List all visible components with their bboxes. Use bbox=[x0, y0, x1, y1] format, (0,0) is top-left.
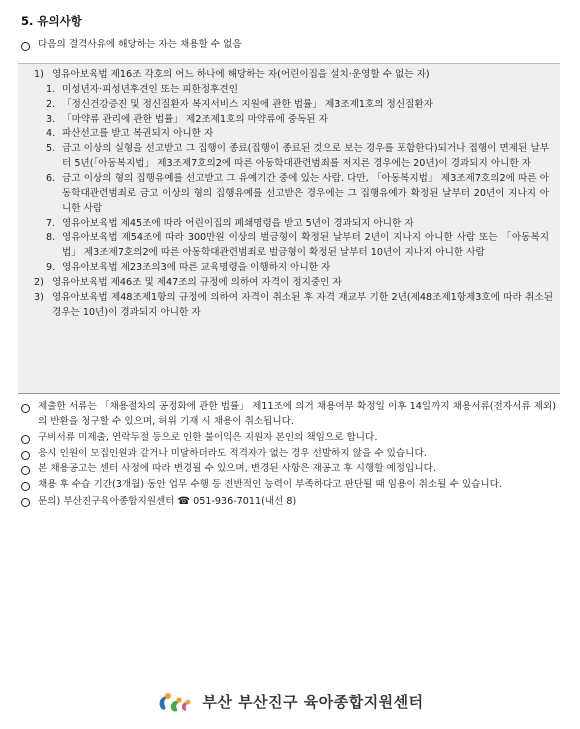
item-number: 1) bbox=[34, 69, 44, 80]
intro-text: 다음의 결격사유에 해당하는 자는 채용할 수 없음 bbox=[38, 39, 242, 50]
item-text: 영유아보육법 제16조 각호의 어느 하나에 해당하는 자(어린이집을 설치·운영할 수 없는 자) bbox=[52, 69, 430, 80]
box-item-3 bbox=[28, 291, 553, 321]
sub-item-number: 5. bbox=[46, 143, 56, 155]
note-item bbox=[21, 431, 556, 446]
note-item bbox=[21, 462, 556, 477]
note-text: 제출한 서류는 「채용절차의 공정화에 관한 법률」 제11조에 의거 채용여부 확정일 이후 14일까지 채용서류(전자서류 제외)의 반환을 청구할 수 있으며, 허위 기재 시 채용이 취소됩니다. bbox=[38, 401, 556, 427]
notes-list bbox=[21, 400, 556, 511]
note-item bbox=[21, 447, 556, 462]
note-text: 응시 인원이 모집인원과 같거나 미달하더라도 적격자가 없는 경우 선발하지 않을 수 있습니다. bbox=[38, 447, 427, 459]
sub-item-number: 6. bbox=[46, 173, 56, 185]
item-text: 영유아보육법 제48조제1항의 규정에 의하여 자격이 취소된 후 자격 재교부 기한 2년(제48조제1항제3호에 따라 취소된 경우는 10년)이 경과되지 아니한 자 bbox=[52, 291, 553, 318]
sub-item-1 bbox=[28, 83, 553, 98]
circle-bullet-icon bbox=[21, 42, 30, 51]
sub-item-9 bbox=[28, 261, 553, 276]
section-title: 5. 유의사항 bbox=[21, 14, 82, 28]
sub-item-2 bbox=[28, 98, 553, 113]
item-number: 2) bbox=[34, 277, 44, 289]
sub-item-number: 2. bbox=[46, 98, 56, 110]
sub-item-text: 파산선고를 받고 복권되지 아니한 자 bbox=[62, 128, 214, 140]
phone-icon: ☎ bbox=[177, 496, 191, 508]
sub-item-text: 미성년자·피성년후견인 또는 피한정후견인 bbox=[62, 83, 238, 95]
contact-text bbox=[38, 494, 556, 510]
sub-item-text: 영유아보육법 제54조에 따라 300만원 이상의 벌금형이 확정된 날부터 2년이 지나지 아니한 사람 또는 「아동복지법」 제3조제7호의2에 따른 아동학대관련범죄로 벌금형이 확정된 날부터 10년이 지나지 아니한 사람 bbox=[62, 232, 549, 259]
disqualification-box bbox=[18, 63, 560, 394]
circle-bullet-icon bbox=[21, 482, 30, 491]
sub-item-text: 「마약류 관리에 관한 법률」 제2조제1호의 마약류에 중독된 자 bbox=[62, 113, 328, 125]
box-item-2 bbox=[28, 276, 553, 291]
note-text: 채용 후 수습 기간(3개월) 동안 업무 수행 등 전반적인 능력이 부족하다고 판단될 때 임용이 취소될 수 있습니다. bbox=[38, 479, 502, 491]
circle-bullet-icon bbox=[21, 404, 30, 413]
sub-item-text: 영유아보육법 제45조에 따라 어린이집의 폐쇄명령을 받고 5년이 경과되지 아니한 자 bbox=[62, 217, 414, 229]
sub-item-8 bbox=[28, 231, 553, 261]
sub-item-number: 9. bbox=[46, 262, 56, 274]
sub-item-number: 8. bbox=[46, 232, 56, 244]
circle-bullet-icon bbox=[21, 451, 30, 460]
sub-item-number: 4. bbox=[46, 128, 56, 140]
sub-item-number: 7. bbox=[46, 217, 56, 229]
note-text: 본 채용공고는 센터 사정에 따라 변경될 수 있으며, 변경된 사항은 재공고 후 시행할 예정입니다. bbox=[38, 463, 436, 475]
sub-item-number: 3. bbox=[46, 113, 56, 125]
intro-line bbox=[21, 38, 566, 53]
sub-item-text: 「정신건강증진 및 정신질환자 복지서비스 지원에 관한 법률」 제3조제1호의 정신질환자 bbox=[62, 98, 433, 110]
circle-bullet-icon bbox=[21, 498, 30, 507]
sub-item-text: 금고 이상의 형의 집행유예를 선고받고 그 유예기간 중에 있는 사람. 다만, 「아동복지법」 제3조제7호의2에 따른 아동학대관련범죄로 금고 이상의 형의 집행유예를 선고받은 경우에는 그 집행유예가 확정된 날부터 20년이 지나지 아니한 사람 bbox=[62, 173, 549, 214]
sub-item-text: 금고 이상의 실형을 선고받고 그 집행이 종료(집행이 종료된 것으로 보는 경우를 포함한다)되거나 집행이 면제된 날부터 5년(「아동복지법」 제3조제7호의2에 따른 아동학대관련범죄를 저지른 경우에는 20년)이 경과되지 아니한 자 bbox=[62, 143, 549, 170]
contact-phone: 051-936-7011(내선 8) bbox=[193, 496, 297, 508]
sub-item-4 bbox=[28, 127, 553, 142]
footer bbox=[0, 690, 580, 716]
contact-prefix: 문의) 부산진구육아종합지원센터 bbox=[38, 496, 175, 508]
item-number: 3) bbox=[34, 291, 44, 303]
sub-item-3 bbox=[28, 113, 553, 128]
circle-bullet-icon bbox=[21, 466, 30, 475]
note-text: 구비서류 미제출, 연락두절 등으로 인한 불이익은 지원자 본인의 책임으로 합니다. bbox=[38, 431, 378, 443]
sub-item-number: 1. bbox=[46, 83, 56, 95]
circle-bullet-icon bbox=[21, 435, 30, 444]
item-text: 영유아보육법 제46조 및 제47조의 규정에 의하여 자격이 정지중인 자 bbox=[52, 277, 342, 289]
sub-item-text: 영유아보육법 제23조의3에 따른 교육명령을 이행하지 아니한 자 bbox=[62, 262, 331, 274]
note-item bbox=[21, 478, 556, 493]
sub-item-6 bbox=[28, 172, 553, 217]
box-item-1 bbox=[28, 68, 553, 83]
footer-text: 부산 부산진구 육아종합지원센터 bbox=[202, 693, 424, 712]
sub-item-5 bbox=[28, 142, 553, 172]
center-logo-icon bbox=[156, 690, 194, 716]
sub-item-7 bbox=[28, 217, 553, 232]
contact-item bbox=[21, 494, 556, 510]
note-item bbox=[21, 400, 556, 430]
